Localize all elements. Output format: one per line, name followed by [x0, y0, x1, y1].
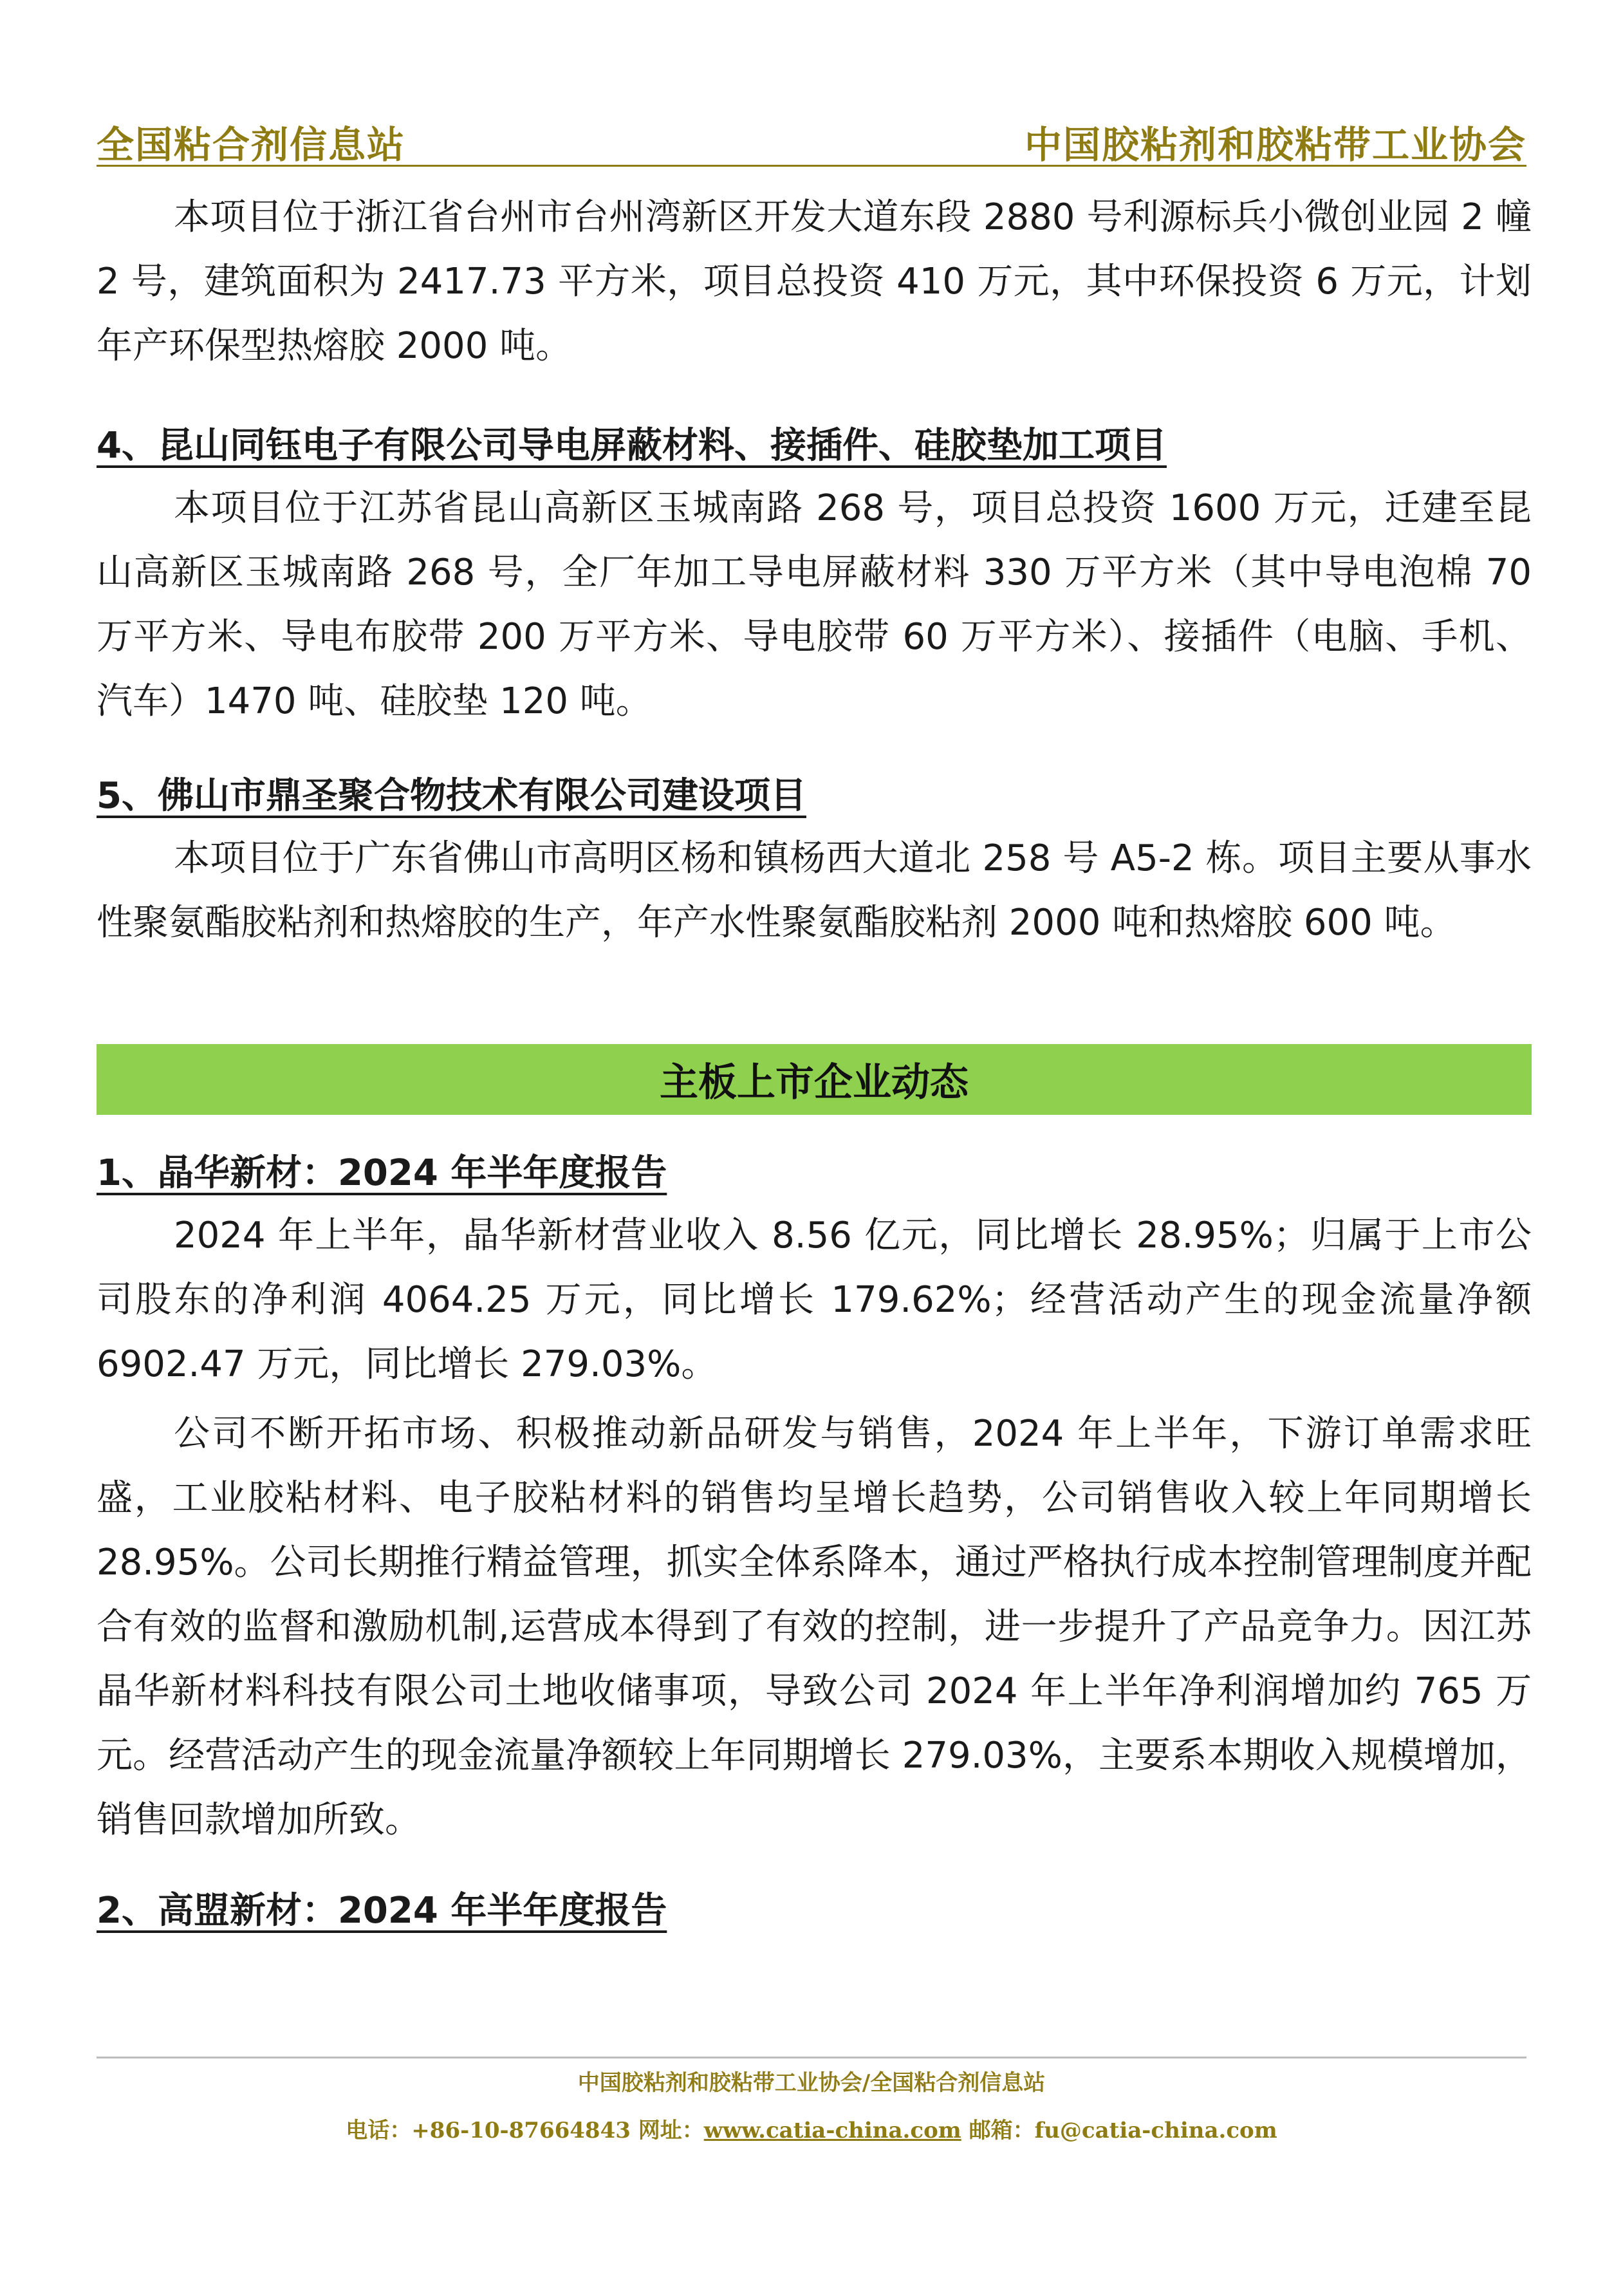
footer-divider	[97, 2057, 1526, 2058]
footer-contact	[0, 2113, 1623, 2144]
footer-organization: 中国胶粘剂和胶粘带工业协会/全国粘合剂信息站	[577, 2070, 1046, 2096]
heading-project-5: 5、佛山市鼎圣聚合物技术有限公司建设项目	[97, 775, 806, 817]
paragraph-company-1-summary: 2024 年上半年，晶华新材营业收入 8.56 亿元，同比增长 28.95%；归属于上市公司股东的净利润 4064.25 万元，同比增长 179.62%；经营活动产生的现金流量净额 6902.47 万元，同比增长 279.03%。	[97, 1215, 1532, 1385]
paragraph-company-1-detail: 公司不断开拓市场、积极推动新品研发与销售，2024 年上半年，下游订单需求旺盛，工业胶粘材料、电子胶粘材料的销售均呈增长趋势，公司销售收入较上年同期增长 28.95%。公司长期推行精益管理，抓实全体系降本，通过严格执行成本控制管理制度并配合有效的监督和激励机制,运营成本得到了有效的控制，进一步提升了产品竞争力。因江苏晶华新材料科技有限公司土地收储事项，导致公司 2024 年上半年净利润增加约 765 万元。经营活动产生的现金流量净额较上年同期增长 279.03%，主要系本期收入规模增加，销售回款增加所致。	[97, 1413, 1532, 1841]
footer-phone: 电话：+86-10-87664843 网址：	[346, 2118, 704, 2143]
heading-company-1: 1、晶华新材：2024 年半年度报告	[97, 1152, 667, 1194]
section-banner: 主板上市企业动态	[97, 1044, 1532, 1115]
heading-company-2: 2、高盟新材：2024 年半年度报告	[97, 1890, 667, 1932]
paragraph-project-3: 本项目位于浙江省台州市台州湾新区开发大道东段 2880 号利源标兵小微创业园 2 幢 2 号，建筑面积为 2417.73 平方米，项目总投资 410 万元，其中环保投资 6 万元，计划年产环保型热熔胶 2000 吨。	[97, 196, 1532, 367]
paragraph-project-4: 本项目位于江苏省昆山高新区玉城南路 268 号，项目总投资 1600 万元，迁建至昆山高新区玉城南路 268 号，全厂年加工导电屏蔽材料 330 万平方米（其中导电泡棉 70 万平方米、导电布胶带 200 万平方米、导电胶带 60 万平方米）、接插件（电脑、手机、汽车）1470 吨、硅胶垫 120 吨。	[97, 487, 1532, 722]
header-divider	[97, 165, 1526, 167]
footer-email: 邮箱：fu@catia-china.com	[961, 2118, 1277, 2143]
header-left-title: 全国粘合剂信息站	[97, 123, 406, 167]
header-right-title: 中国胶粘剂和胶粘带工业协会	[1024, 123, 1526, 167]
paragraph-project-5: 本项目位于广东省佛山市高明区杨和镇杨西大道北 258 号 A5-2 栋。项目主要从事水性聚氨酯胶粘剂和热熔胶的生产，年产水性聚氨酯胶粘剂 2000 吨和热熔胶 600 吨。	[97, 837, 1532, 944]
heading-project-4: 4、昆山同钰电子有限公司导电屏蔽材料、接插件、硅胶垫加工项目	[97, 425, 1167, 467]
footer-website-link[interactable]: www.catia-china.com	[703, 2118, 961, 2143]
